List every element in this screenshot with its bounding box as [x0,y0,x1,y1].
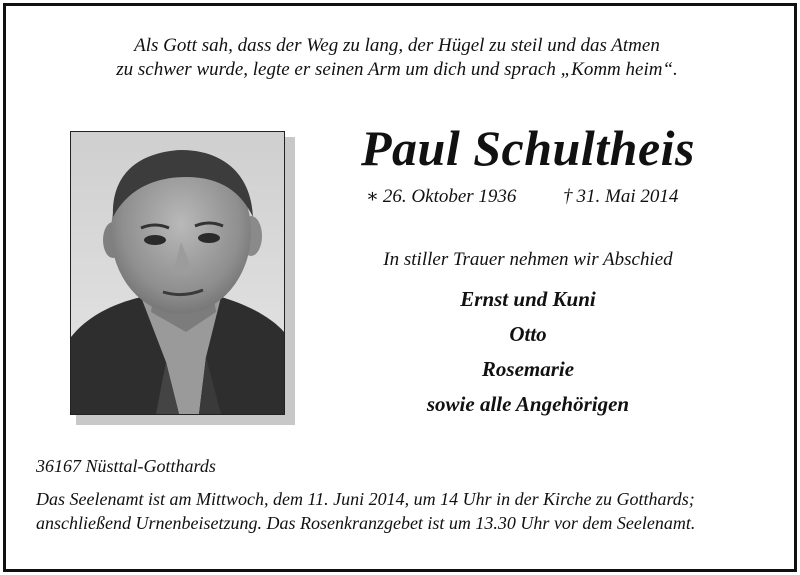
birth-date: 26. Oktober 1936 [382,186,517,207]
mourner-entry: Ernst und Kuni [460,287,596,311]
birth-star-icon: ∗ [366,186,379,207]
farewell-text: In stiller Trauer nehmen wir Abschied [383,249,673,270]
place-of-residence: 36167 Nüsttal-Gotthards [36,456,216,476]
portrait-photo [70,131,285,415]
death-cross-icon: † [563,186,573,207]
mourner-entry: sowie alle Angehörigen [426,392,630,416]
service-line-2: anschließend Urnenbeisetzung. Das Rosenkranzgebet ist um 13.30 Uhr vor dem Seelenamt. [36,513,696,533]
deceased-name: Paul Schultheis [361,120,695,176]
life-dates [300,185,756,209]
birth-date-group [366,185,516,209]
motto-line-2: zu schwer wurde, legte er seinen Arm um dich und sprach „Komm heim“. [116,59,678,80]
motto-line-1: Als Gott sah, dass der Weg zu lang, der Hügel zu steil und das Atmen [134,35,660,56]
mourners-list [300,284,756,424]
mourner-entry: Rosemarie [481,357,575,381]
motto-verse [0,34,794,82]
mourner-entry: Otto [509,322,547,346]
death-date: 31. Mai 2014 [576,186,679,207]
death-date-group [563,185,678,209]
service-info [36,487,776,535]
service-line-1: Das Seelenamt ist am Mittwoch, dem 11. Juni 2014, um 14 Uhr in der Kirche zu Gotthards; [36,489,695,509]
